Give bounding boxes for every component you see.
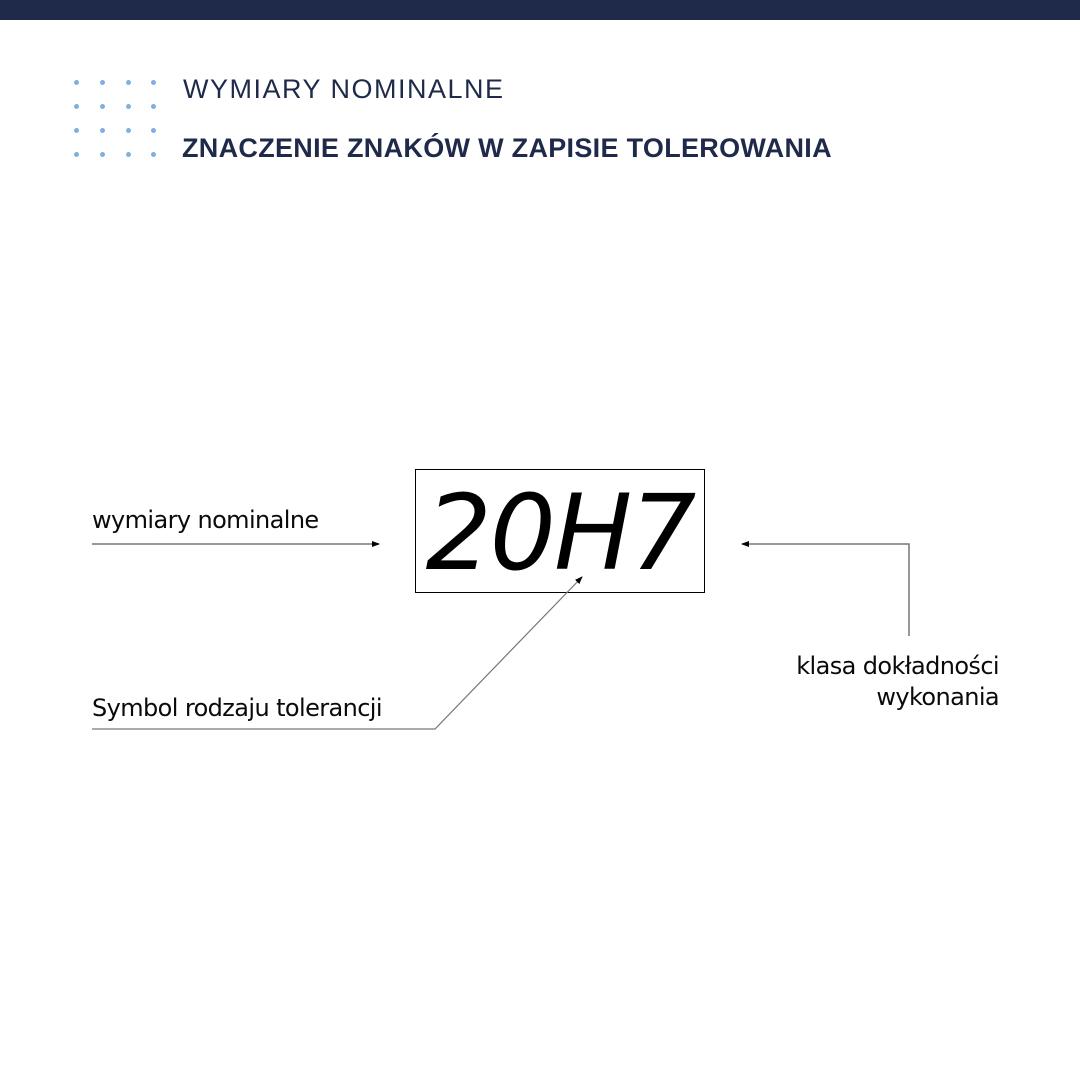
dot-icon: [74, 128, 79, 133]
page-title: ZNACZENIE ZNAKÓW W ZAPISIE TOLEROWANIA: [182, 133, 832, 163]
dot-icon: [74, 80, 79, 85]
label-nominal-dimension: wymiary nominalne: [92, 506, 319, 534]
dot-icon: [151, 152, 156, 157]
dot-icon: [126, 104, 131, 109]
arrow-accuracy-class: [742, 544, 909, 636]
label-accuracy-class-line1: klasa dokładności: [796, 652, 999, 680]
dot-icon: [126, 128, 131, 133]
dot-icon: [151, 104, 156, 109]
dot-icon: [100, 104, 105, 109]
dot-icon: [151, 128, 156, 133]
label-accuracy-class: [796, 651, 999, 713]
top-header-bar: [0, 0, 1080, 20]
tolerance-code: 20H7: [425, 472, 695, 594]
tolerance-code-box: [415, 469, 705, 593]
section-subtitle: WYMIARY NOMINALNE: [183, 74, 505, 104]
dot-icon: [100, 80, 105, 85]
dot-grid-decoration: [74, 80, 158, 160]
label-accuracy-class-line2: wykonania: [876, 683, 999, 711]
dot-icon: [151, 80, 156, 85]
dot-icon: [126, 80, 131, 85]
dot-icon: [100, 152, 105, 157]
dot-icon: [74, 104, 79, 109]
dot-icon: [74, 152, 79, 157]
label-tolerance-symbol: Symbol rodzaju tolerancji: [92, 694, 382, 722]
dot-icon: [126, 152, 131, 157]
dot-icon: [100, 128, 105, 133]
